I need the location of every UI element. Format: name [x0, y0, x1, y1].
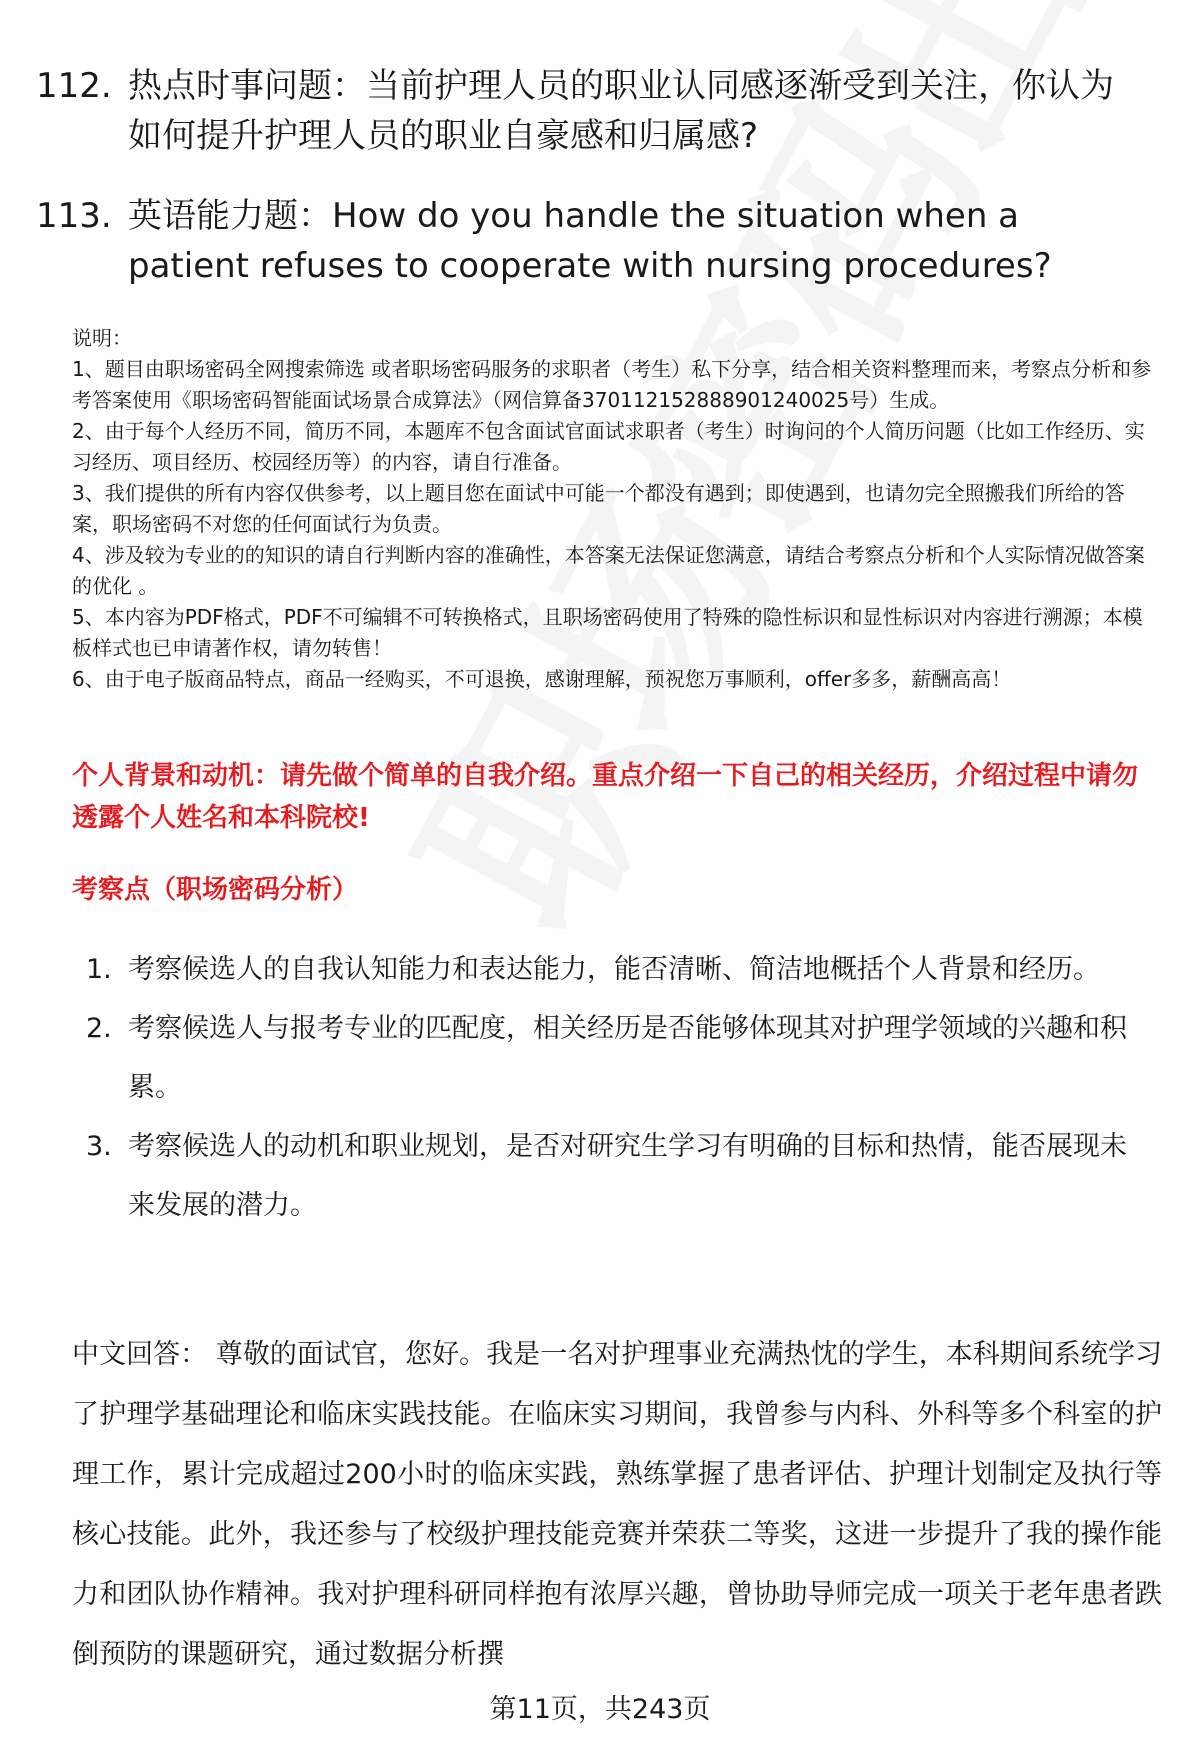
question-text: 热点时事问题：当前护理人员的职业认同感逐渐受到关注，你认为如何提升护理人员的职业自豪感和归属感? [128, 66, 1114, 156]
list-item-text: 考察候选人的动机和职业规划，是否对研究生学习有明确的目标和热情，能否展现未来发展的潜力。 [128, 1131, 1127, 1221]
list-item [72, 999, 1152, 1117]
question-113 [36, 191, 1146, 291]
exam-points-list [72, 940, 1152, 1235]
question-number: 113. [36, 196, 112, 236]
notes-item: 4、涉及较为专业的的知识的请自行判断内容的准确性，本答案无法保证您满意，请结合考察点分析和个人实际情况做答案的优化 。 [72, 543, 1145, 598]
list-item-number: 3. [86, 1131, 112, 1162]
notes-item: 1、题目由职场密码全网搜索筛选 或者职场密码服务的求职者（考生）私下分享，结合相关资料整理而来，考察点分析和参考答案使用《职场密码智能面试场景合成算法》（网信算备370112152888901240025号）生成。 [72, 357, 1152, 412]
question-112 [36, 61, 1146, 161]
list-item [72, 1117, 1152, 1235]
section-heading: 个人背景和动机：请先做个简单的自我介绍。重点介绍一下自己的相关经历，介绍过程中请勿透露个人姓名和本科院校! [72, 761, 1139, 833]
notes-title: 说明： [72, 326, 132, 350]
list-item-number: 1. [86, 954, 112, 985]
disclaimer-notes [72, 323, 1162, 695]
list-item-text: 考察候选人与报考专业的匹配度，相关经历是否能够体现其对护理学领域的兴趣和积累。 [128, 1013, 1127, 1103]
question-number: 112. [36, 66, 112, 106]
notes-item: 2、由于每个人经历不同，简历不同，本题库不包含面试官面试求职者（考生）时询问的个人简历问题（比如工作经历、实习经历、项目经历、校园经历等）的内容，请自行准备。 [72, 419, 1145, 474]
question-text: 英语能力题：How do you handle the situation when a patient refuses to cooperate with nursing procedures? [128, 196, 1052, 286]
notes-item: 3、我们提供的所有内容仅供参考，以上题目您在面试中可能一个都没有遇到；即使遇到，也请勿完全照搬我们所给的答案，职场密码不对您的任何面试行为负责。 [72, 481, 1125, 536]
chinese-answer: 中文回答： 尊敬的面试官，您好。我是一名对护理事业充满热忱的学生，本科期间系统学习了护理学基础理论和临床实践技能。在临床实习期间，我曾参与内科、外科等多个科室的护理工作，累计完成超过200小时的临床实践，熟练掌握了患者评估、护理计划制定及执行等核心技能。此外，我还参与了校级护理技能竞赛并荣获二等奖，这进一步提升了我的操作能力和团队协作精神。我对护理科研同样抱有浓厚兴趣，曾协助导师完成一项关于老年患者跌倒预防的课题研究，通过数据分析撰 [72, 1339, 1162, 1670]
page-number: 第11页，共243页 [489, 1694, 711, 1725]
notes-item: 6、由于电子版商品特点，商品一经购买，不可退换，感谢理解，预祝您万事顺利，offer多多，薪酬高高！ [72, 667, 1012, 691]
exam-points-heading: 考察点（职场密码分析） [72, 875, 359, 905]
list-item [72, 940, 1152, 999]
notes-item: 5、本内容为PDF格式，PDF不可编辑不可转换格式，且职场密码使用了特殊的隐性标识和显性标识对内容进行溯源；本模板样式也已申请著作权，请勿转售！ [72, 605, 1143, 660]
list-item-number: 2. [86, 1013, 112, 1044]
list-item-text: 考察候选人的自我认知能力和表达能力，能否清晰、简洁地概括个人背景和经历。 [128, 954, 1100, 985]
